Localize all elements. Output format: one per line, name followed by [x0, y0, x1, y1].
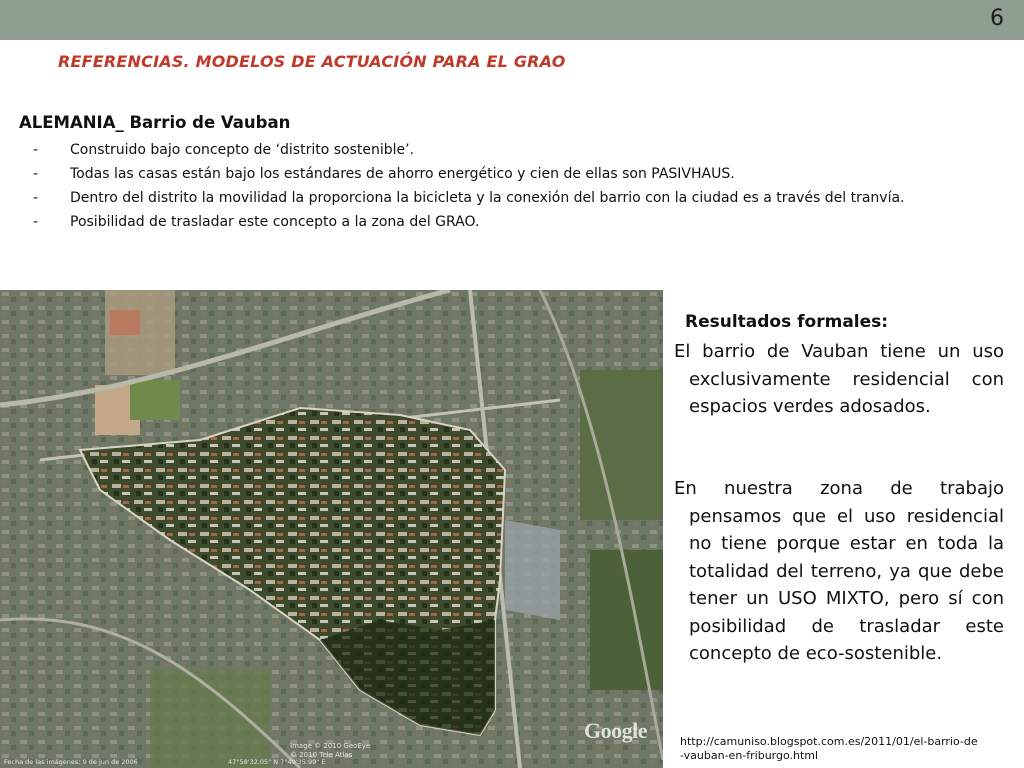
image-date-credit: Fecha de las imágenes: 9 de jun de 2006 [4, 758, 138, 766]
source-url[interactable]: http://camuniso.blogspot.com.es/2011/01/el-barrio-de-vauban-en-friburgo.html [680, 735, 978, 762]
google-logo: Google [584, 718, 647, 743]
image-coordinates: 47°58'32.05" N 7°49'35.99" E [228, 758, 326, 766]
aerial-photo [0, 290, 663, 768]
bullet-item: - Posibilidad de trasladar este concepto a la zona del GRAO. [30, 210, 980, 234]
page-number: 6 [990, 6, 1004, 31]
results-paragraph-2: En nuestra zona de trabajo pensamos que el uso residencial no tiene porque estar en toda la totalidad del terreno, ya que debe tener un USO MIXTO, pero sí con posibilidad de trasladar este concepto de eco-sostenible. [674, 478, 1004, 664]
country-title: ALEMANIA_ Barrio de Vauban [19, 113, 291, 132]
results-heading: Resultados formales: [685, 312, 889, 332]
header-bar [0, 0, 1024, 40]
bullet-item: - Construido bajo concepto de ‘distrito sostenible’. [30, 138, 980, 162]
results-paragraph-1: El barrio de Vauban tiene un uso exclusivamente residencial con espacios verdes adosados. [674, 341, 1004, 417]
bullet-list [30, 138, 980, 234]
bullet-item: - Todas las casas están bajo los estándares de ahorro energético y cien de ellas son PASIVHAUS. [30, 162, 980, 186]
bullet-item: - Dentro del distrito la movilidad la proporciona la bicicleta y la conexión del barrio con la ciudad es a través del tranvía. [30, 186, 980, 210]
section-title: REFERENCIAS. MODELOS DE ACTUACIÓN PARA EL GRAO [58, 52, 566, 71]
aerial-map-drawing [0, 290, 663, 768]
image-copyright: Image © 2010 GeoEye © 2010 Tele Atlas [290, 742, 371, 759]
